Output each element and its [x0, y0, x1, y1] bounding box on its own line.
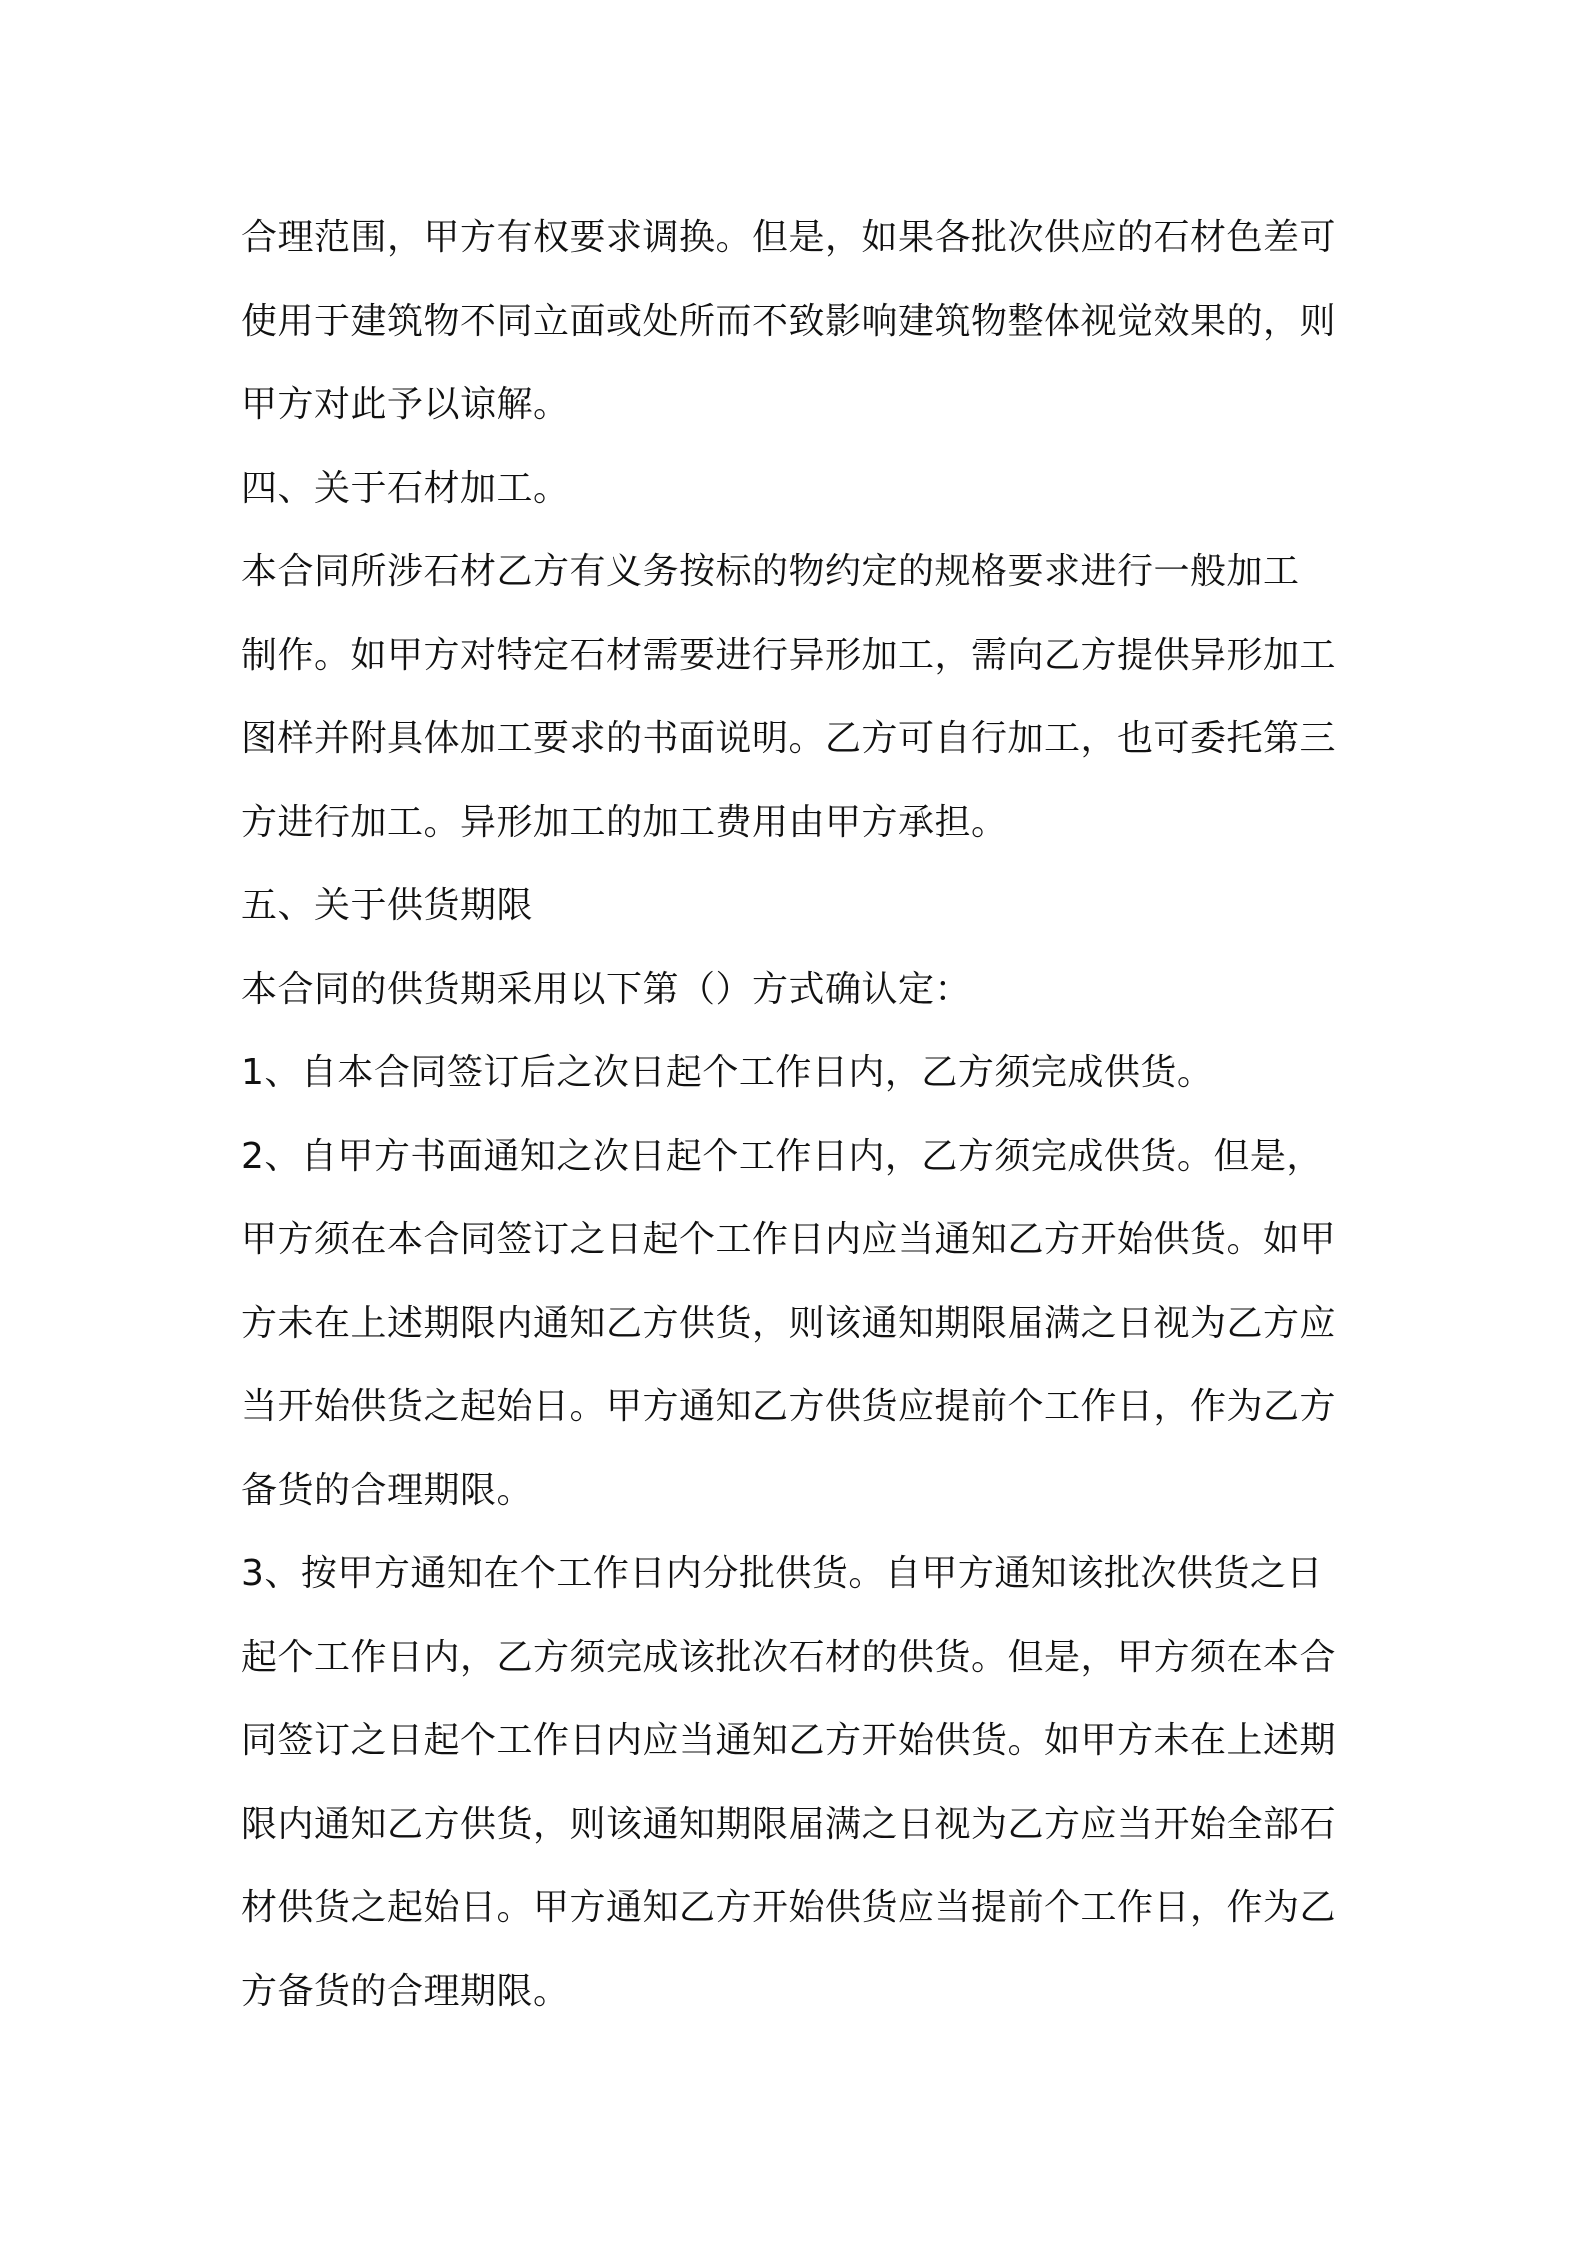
text-line: 方进行加工。异形加工的加工费用由甲方承担。 — [241, 801, 1008, 843]
section-heading-4: 四、关于石材加工。 — [241, 467, 570, 509]
text-line: 甲方对此予以谅解。 — [241, 384, 570, 425]
list-item-3: 3、按甲方通知在个工作日内分批供货。自甲方通知该批次供货之日 — [241, 1553, 1323, 1594]
text-line: 制作。如甲方对特定石材需要进行异形加工，需向乙方提供异形加工 — [241, 634, 1337, 676]
text-line: 起个工作日内，乙方须完成该批次石材的供货。但是，甲方须在本合 — [241, 1636, 1337, 1678]
text-line: 同签订之日起个工作日内应当通知乙方开始供货。如甲方未在上述期 — [241, 1720, 1337, 1761]
text-line: 材供货之起始日。甲方通知乙方开始供货应当提前个工作日，作为乙 — [241, 1887, 1337, 1928]
text-line: 当开始供货之起始日。甲方通知乙方供货应提前个工作日，作为乙方 — [241, 1386, 1337, 1427]
text-line: 使用于建筑物不同立面或处所而不致影响建筑物整体视觉效果的，则 — [241, 300, 1337, 342]
text-line: 合理范围，甲方有权要求调换。但是，如果各批次供应的石材色差可 — [241, 217, 1337, 258]
document-body — [241, 196, 1353, 2033]
text-line: 图样并附具体加工要求的书面说明。乙方可自行加工，也可委托第三 — [241, 718, 1337, 759]
text-line: 本合同所涉石材乙方有义务按标的物约定的规格要求进行一般加工 — [241, 551, 1300, 592]
list-item-2: 2、自甲方书面通知之次日起个工作日内，乙方须完成供货。但是， — [241, 1135, 1323, 1177]
text-line: 备货的合理期限。 — [241, 1469, 534, 1511]
text-line: 方备货的合理期限。 — [241, 1970, 570, 2012]
section-heading-5: 五、关于供货期限 — [241, 885, 534, 926]
text-line: 本合同的供货期采用以下第（）方式确认定： — [241, 968, 972, 1010]
text-line: 方未在上述期限内通知乙方供货，则该通知期限届满之日视为乙方应 — [241, 1302, 1337, 1344]
text-line: 限内通知乙方供货，则该通知期限届满之日视为乙方应当开始全部石 — [241, 1803, 1337, 1845]
text-line: 甲方须在本合同签订之日起个工作日内应当通知乙方开始供货。如甲 — [241, 1219, 1337, 1260]
list-item-1: 1、自本合同签订后之次日起个工作日内，乙方须完成供货。 — [241, 1052, 1214, 1093]
